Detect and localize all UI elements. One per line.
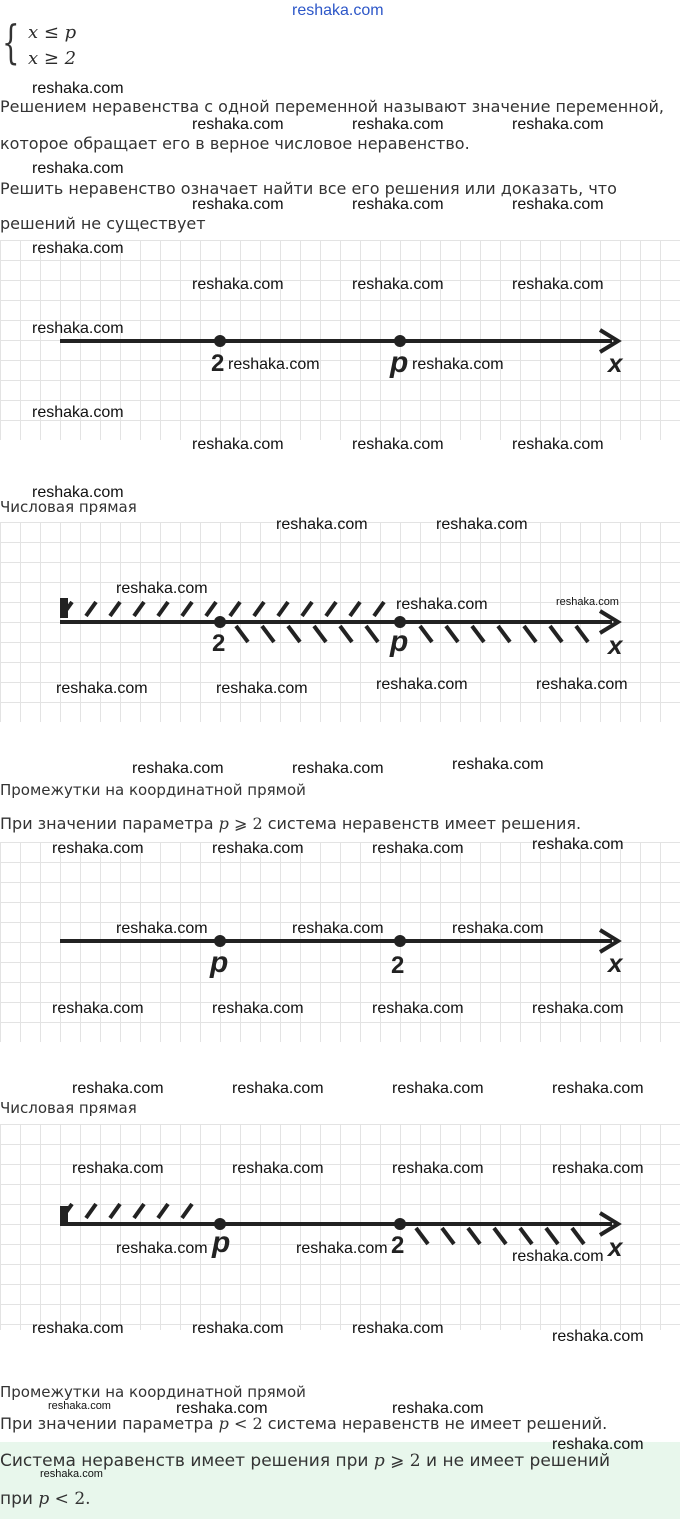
inequality-system bbox=[2, 15, 122, 74]
watermark: reshaka.com bbox=[372, 1000, 464, 1017]
point-b-label: 2 bbox=[391, 952, 405, 979]
case-1-var: p bbox=[218, 814, 229, 833]
definition-1-line-2: которое обращает его в верное числовое неравенство. bbox=[0, 134, 470, 153]
watermark: reshaka.com bbox=[352, 276, 444, 293]
system-row-2: x ≥ 2 bbox=[28, 48, 77, 69]
watermark: reshaka.com bbox=[512, 196, 604, 213]
definition-2-line-1: Решить неравенство означает найти все его решения или доказать, что bbox=[0, 179, 617, 198]
point-b bbox=[394, 935, 406, 947]
point-a-label: 2 bbox=[212, 630, 226, 657]
watermark: reshaka.com bbox=[512, 436, 604, 453]
watermark: reshaka.com bbox=[116, 1240, 208, 1257]
watermark: reshaka.com bbox=[52, 1000, 144, 1017]
answer-num-1: 2 bbox=[409, 1451, 421, 1471]
hatch-left bbox=[62, 1204, 192, 1218]
hatch-start bbox=[60, 1206, 68, 1222]
watermark: reshaka.com bbox=[376, 676, 468, 693]
watermark: reshaka.com bbox=[392, 1160, 484, 1177]
watermark: reshaka.com bbox=[296, 1240, 388, 1257]
watermark: reshaka.com bbox=[212, 840, 304, 857]
figure-4-caption: Промежутки на координатной прямой bbox=[0, 1383, 306, 1401]
watermark: reshaka.com bbox=[212, 1000, 304, 1017]
case-1-suffix: система неравенств имеет решения. bbox=[267, 814, 582, 833]
point-a bbox=[214, 616, 226, 628]
figure-1-caption: Числовая прямая bbox=[0, 498, 137, 516]
figure-3-caption: Числовая прямая bbox=[0, 1099, 137, 1117]
watermark: reshaka.com bbox=[292, 920, 384, 937]
watermark: reshaka.com bbox=[412, 356, 504, 373]
case-2-prefix: При значении параметра bbox=[0, 1414, 214, 1433]
definition-1-line-1: Решением неравенства с одной переменной называют значение переменной, bbox=[0, 97, 664, 116]
watermark: reshaka.com bbox=[32, 160, 124, 177]
answer-prefix: Система неравенств имеет решения при bbox=[0, 1451, 369, 1471]
watermark: reshaka.com bbox=[72, 1160, 164, 1177]
watermark: reshaka.com bbox=[56, 680, 148, 697]
watermark: reshaka.com bbox=[192, 1320, 284, 1337]
answer-var-1: p bbox=[373, 1451, 385, 1471]
answer-num-2: 2. bbox=[74, 1489, 91, 1509]
point-a-label: p bbox=[212, 1226, 231, 1259]
watermark: reshaka.com bbox=[292, 760, 384, 777]
watermark: reshaka.com bbox=[536, 676, 628, 693]
watermark: reshaka.com bbox=[552, 1160, 644, 1177]
watermark: reshaka.com bbox=[32, 484, 124, 501]
watermark: reshaka.com bbox=[512, 276, 604, 293]
case-1-prefix: При значении параметра bbox=[0, 814, 214, 833]
case-1-text bbox=[0, 815, 680, 833]
watermark: reshaka.com bbox=[176, 1400, 268, 1417]
watermark: reshaka.com bbox=[32, 240, 124, 257]
watermark: reshaka.com bbox=[232, 1160, 324, 1177]
hatch-right bbox=[416, 1228, 584, 1244]
answer-line-2-prefix: при bbox=[0, 1489, 33, 1509]
hatch-upper bbox=[62, 602, 384, 616]
watermark: reshaka.com bbox=[452, 756, 544, 773]
case-2-num: 2 bbox=[252, 1414, 263, 1433]
point-a-label: p bbox=[210, 946, 229, 979]
watermark: reshaka.com bbox=[192, 276, 284, 293]
answer-op-2: < bbox=[49, 1489, 75, 1509]
watermark: reshaka.com bbox=[32, 80, 124, 97]
point-a bbox=[214, 335, 226, 347]
point-b-label: p bbox=[390, 346, 409, 379]
watermark: reshaka.com bbox=[116, 580, 208, 597]
case-2-suffix: система неравенств не имеет решений. bbox=[267, 1414, 608, 1433]
axis-x-label: x bbox=[608, 630, 623, 660]
watermark: reshaka.com bbox=[352, 436, 444, 453]
watermark: reshaka.com bbox=[452, 920, 544, 937]
site-link[interactable]: reshaka.com bbox=[292, 2, 384, 19]
watermark: reshaka.com bbox=[372, 840, 464, 857]
watermark: reshaka.com bbox=[116, 920, 208, 937]
watermark: reshaka.com bbox=[192, 196, 284, 213]
watermark: reshaka.com bbox=[552, 1328, 644, 1345]
watermark: reshaka.com bbox=[232, 1080, 324, 1097]
watermark: reshaka.com bbox=[132, 760, 224, 777]
figure-2-caption: Промежутки на координатной прямой bbox=[0, 781, 306, 799]
watermark: reshaka.com bbox=[48, 1400, 111, 1412]
watermark: reshaka.com bbox=[40, 1468, 103, 1480]
hatch-lower bbox=[236, 626, 588, 642]
watermark: reshaka.com bbox=[352, 1320, 444, 1337]
answer-op-1: ⩾ bbox=[384, 1451, 410, 1471]
point-a-label: 2 bbox=[211, 350, 225, 377]
watermark: reshaka.com bbox=[512, 116, 604, 133]
case-1-num: 2 bbox=[252, 814, 263, 833]
watermark: reshaka.com bbox=[552, 1080, 644, 1097]
left-brace: { bbox=[2, 15, 20, 69]
answer-line-2 bbox=[0, 1490, 680, 1508]
point-b-label: p bbox=[390, 625, 409, 658]
watermark: reshaka.com bbox=[392, 1400, 484, 1417]
case-1-op: ⩾ bbox=[228, 814, 253, 833]
watermark: reshaka.com bbox=[72, 1080, 164, 1097]
answer-middle: и не имеет решений bbox=[426, 1451, 611, 1471]
axis-x-label: x bbox=[608, 948, 623, 978]
point-b bbox=[394, 1218, 406, 1230]
watermark: reshaka.com bbox=[532, 1000, 624, 1017]
system-row-1: x ≤ p bbox=[28, 22, 77, 43]
watermark: reshaka.com bbox=[392, 1080, 484, 1097]
watermark: reshaka.com bbox=[352, 116, 444, 133]
watermark: reshaka.com bbox=[52, 840, 144, 857]
watermark: reshaka.com bbox=[228, 356, 320, 373]
watermark: reshaka.com bbox=[32, 320, 124, 337]
watermark: reshaka.com bbox=[396, 596, 488, 613]
case-2-op: < bbox=[228, 1414, 253, 1433]
number-line-4-svg bbox=[0, 1124, 680, 1330]
hatch-start bbox=[60, 598, 68, 618]
number-line-figure-4 bbox=[0, 1124, 680, 1330]
watermark: reshaka.com bbox=[192, 436, 284, 453]
watermark: reshaka.com bbox=[532, 836, 624, 853]
case-2-text bbox=[0, 1415, 680, 1433]
axis-x-label: x bbox=[608, 1232, 623, 1262]
answer-var-2: p bbox=[38, 1489, 50, 1509]
watermark: reshaka.com bbox=[276, 516, 368, 533]
watermark: reshaka.com bbox=[436, 516, 528, 533]
case-2-var: p bbox=[218, 1414, 229, 1433]
watermark: reshaka.com bbox=[552, 1436, 644, 1453]
axis-x-label: x bbox=[608, 348, 623, 378]
watermark: reshaka.com bbox=[512, 1248, 604, 1265]
watermark: reshaka.com bbox=[192, 116, 284, 133]
definition-2-line-2: решений не существует bbox=[0, 214, 206, 233]
watermark: reshaka.com bbox=[216, 680, 308, 697]
watermark: reshaka.com bbox=[556, 596, 619, 608]
watermark: reshaka.com bbox=[352, 196, 444, 213]
point-b-label: 2 bbox=[391, 1232, 405, 1259]
watermark: reshaka.com bbox=[32, 404, 124, 421]
watermark: reshaka.com bbox=[32, 1320, 124, 1337]
